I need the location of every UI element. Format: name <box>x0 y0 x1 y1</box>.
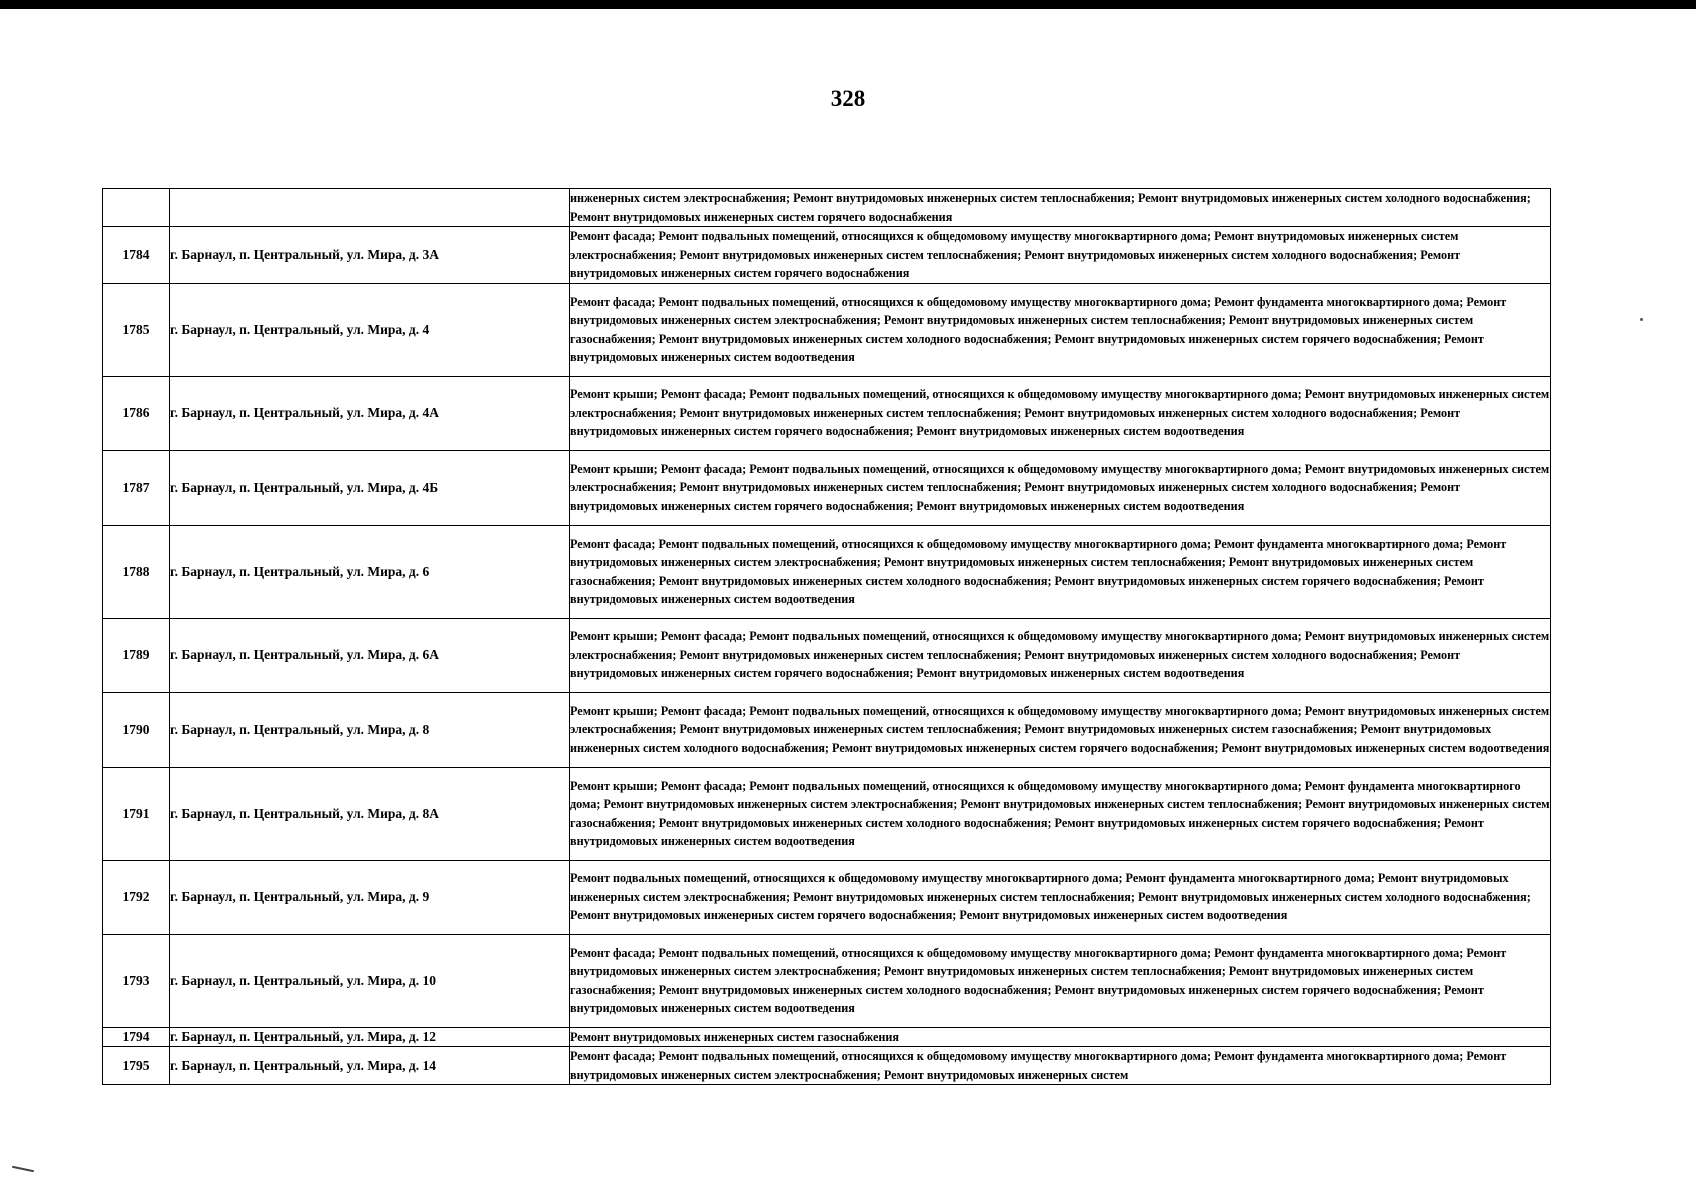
row-number: 1784 <box>103 227 170 284</box>
table-row <box>103 1047 1551 1085</box>
row-address: г. Барнаул, п. Центральный, ул. Мира, д. 6А <box>170 618 570 692</box>
row-address: г. Барнаул, п. Центральный, ул. Мира, д. 4Б <box>170 450 570 525</box>
table-row <box>103 189 1551 227</box>
row-address: г. Барнаул, п. Центральный, ул. Мира, д. 10 <box>170 934 570 1027</box>
row-address: г. Барнаул, п. Центральный, ул. Мира, д. 4 <box>170 283 570 376</box>
row-address: г. Барнаул, п. Центральный, ул. Мира, д. 14 <box>170 1047 570 1085</box>
row-number: 1788 <box>103 525 170 618</box>
row-works-cell <box>570 227 1551 284</box>
row-works-cell <box>570 450 1551 525</box>
row-number: 1792 <box>103 860 170 934</box>
repair-register-table <box>102 188 1551 1085</box>
row-number: 1785 <box>103 283 170 376</box>
table-row <box>103 376 1551 450</box>
row-address <box>170 189 570 227</box>
row-works: Ремонт подвальных помещений, относящихся к общедомовому имуществу многоквартирного дома; Ремонт фундамента многоквартирного дома; Ремонт внутридомовых инженерных систем электроснабжения; Ремонт внутридомовых инженерных систем теплоснабжения; Ремонт внутридомовых инженерных систем холодного водоснабжения; Ремонт внутридомовых инженерных систем горячего водоснабжения; Ремонт внутридомовых инженерных систем водоотведения <box>570 871 1531 923</box>
table-row <box>103 934 1551 1027</box>
row-works-cell <box>570 189 1551 227</box>
row-works: Ремонт крыши; Ремонт фасада; Ремонт подвальных помещений, относящихся к общедомовому имуществу многоквартирного дома; Ремонт внутридомовых инженерных систем электроснабжения; Ремонт внутридомовых инженерных систем теплоснабжения; Ремонт внутридомовых инженерных систем холодного водоснабжения; Ремонт внутридомовых инженерных систем горячего водоснабжения; Ремонт внутридомовых инженерных систем водоотведения <box>570 461 1550 513</box>
row-number: 1794 <box>103 1027 170 1047</box>
table-row <box>103 860 1551 934</box>
row-number: 1790 <box>103 692 170 767</box>
table-row <box>103 227 1551 284</box>
row-works-cell <box>570 525 1551 618</box>
row-number: 1786 <box>103 376 170 450</box>
row-address: г. Барнаул, п. Центральный, ул. Мира, д. 6 <box>170 525 570 618</box>
table-row <box>103 767 1551 860</box>
scan-margin-mark <box>12 1166 34 1173</box>
row-number: 1789 <box>103 618 170 692</box>
row-works: Ремонт крыши; Ремонт фасада; Ремонт подвальных помещений, относящихся к общедомовому имуществу многоквартирного дома; Ремонт внутридомовых инженерных систем электроснабжения; Ремонт внутридомовых инженерных систем теплоснабжения; Ремонт внутридомовых инженерных систем газоснабжения; Ремонт внутридомовых инженерных систем холодного водоснабжения; Ремонт внутридомовых инженерных систем горячего водоснабжения; Ремонт внутридомовых инженерных систем водоотведения <box>570 703 1550 755</box>
row-works: Ремонт внутридомовых инженерных систем газоснабжения <box>570 1029 900 1044</box>
page-number: 328 <box>830 86 866 111</box>
table-row <box>103 1027 1551 1047</box>
row-address: г. Барнаул, п. Центральный, ул. Мира, д. 3А <box>170 227 570 284</box>
row-number <box>103 189 170 227</box>
row-works-cell <box>570 376 1551 450</box>
table-row <box>103 692 1551 767</box>
row-number: 1793 <box>103 934 170 1027</box>
row-works: инженерных систем электроснабжения; Ремонт внутридомовых инженерных систем теплоснабжения; Ремонт внутридомовых инженерных систем холодного водоснабжения; Ремонт внутридомовых инженерных систем горячего водоснабжения <box>570 191 1531 224</box>
row-address: г. Барнаул, п. Центральный, ул. Мира, д. 12 <box>170 1027 570 1047</box>
row-works: Ремонт фасада; Ремонт подвальных помещений, относящихся к общедомовому имуществу многоквартирного дома; Ремонт фундамента многоквартирного дома; Ремонт внутридомовых инженерных систем электроснабжения; Ремонт внутридомовых инженерных систем теплоснабжения; Ремонт внутридомовых инженерных систем газоснабжения; Ремонт внутридомовых инженерных систем холодного водоснабжения; Ремонт внутридомовых инженерных систем горячего водоснабжения; Ремонт внутридомовых инженерных систем водоотведения <box>570 294 1507 364</box>
row-works: Ремонт фасада; Ремонт подвальных помещений, относящихся к общедомовому имуществу многоквартирного дома; Ремонт внутридомовых инженерных систем электроснабжения; Ремонт внутридомовых инженерных систем теплоснабжения; Ремонт внутридомовых инженерных систем холодного водоснабжения; Ремонт внутридомовых инженерных систем горячего водоснабжения <box>570 229 1461 280</box>
row-number: 1795 <box>103 1047 170 1085</box>
row-address: г. Барнаул, п. Центральный, ул. Мира, д. 8А <box>170 767 570 860</box>
row-works: Ремонт крыши; Ремонт фасада; Ремонт подвальных помещений, относящихся к общедомовому имуществу многоквартирного дома; Ремонт внутридомовых инженерных систем электроснабжения; Ремонт внутридомовых инженерных систем теплоснабжения; Ремонт внутридомовых инженерных систем холодного водоснабжения; Ремонт внутридомовых инженерных систем горячего водоснабжения; Ремонт внутридомовых инженерных систем водоотведения <box>570 629 1550 681</box>
row-works: Ремонт фасада; Ремонт подвальных помещений, относящихся к общедомовому имуществу многоквартирного дома; Ремонт фундамента многоквартирного дома; Ремонт внутридомовых инженерных систем электроснабжения; Ремонт внутридомовых инженерных систем теплоснабжения; Ремонт внутридомовых инженерных систем газоснабжения; Ремонт внутридомовых инженерных систем холодного водоснабжения; Ремонт внутридомовых инженерных систем горячего водоснабжения; Ремонт внутридомовых инженерных систем водоотведения <box>570 945 1507 1015</box>
table-row <box>103 525 1551 618</box>
table-row <box>103 283 1551 376</box>
row-works-cell <box>570 1027 1551 1047</box>
table-row <box>103 618 1551 692</box>
row-number: 1791 <box>103 767 170 860</box>
row-address: г. Барнаул, п. Центральный, ул. Мира, д. 8 <box>170 692 570 767</box>
row-works: Ремонт фасада; Ремонт подвальных помещений, относящихся к общедомовому имуществу многоквартирного дома; Ремонт фундамента многоквартирного дома; Ремонт внутридомовых инженерных систем электроснабжения; Ремонт внутридомовых инженерных систем <box>570 1049 1507 1082</box>
row-address: г. Барнаул, п. Центральный, ул. Мира, д. 9 <box>170 860 570 934</box>
scan-speck <box>1640 318 1643 321</box>
scan-top-border <box>0 0 1696 9</box>
row-works-cell <box>570 283 1551 376</box>
row-works: Ремонт крыши; Ремонт фасада; Ремонт подвальных помещений, относящихся к общедомовому имуществу многоквартирного дома; Ремонт внутридомовых инженерных систем электроснабжения; Ремонт внутридомовых инженерных систем теплоснабжения; Ремонт внутридомовых инженерных систем холодного водоснабжения; Ремонт внутридомовых инженерных систем горячего водоснабжения; Ремонт внутридомовых инженерных систем водоотведения <box>570 387 1550 439</box>
row-works-cell <box>570 860 1551 934</box>
row-works: Ремонт крыши; Ремонт фасада; Ремонт подвальных помещений, относящихся к общедомовому имуществу многоквартирного дома; Ремонт фундамента многоквартирного дома; Ремонт внутридомовых инженерных систем электроснабжения; Ремонт внутридомовых инженерных систем теплоснабжения; Ремонт внутридомовых инженерных систем газоснабжения; Ремонт внутридомовых инженерных систем холодного водоснабжения; Ремонт внутридомовых инженерных систем горячего водоснабжения; Ремонт внутридомовых инженерных систем водоотведения <box>570 778 1550 848</box>
row-address: г. Барнаул, п. Центральный, ул. Мира, д. 4А <box>170 376 570 450</box>
row-works: Ремонт фасада; Ремонт подвальных помещений, относящихся к общедомовому имуществу многоквартирного дома; Ремонт фундамента многоквартирного дома; Ремонт внутридомовых инженерных систем электроснабжения; Ремонт внутридомовых инженерных систем теплоснабжения; Ремонт внутридомовых инженерных систем газоснабжения; Ремонт внутридомовых инженерных систем холодного водоснабжения; Ремонт внутридомовых инженерных систем горячего водоснабжения; Ремонт внутридомовых инженерных систем водоотведения <box>570 536 1507 606</box>
table-row <box>103 450 1551 525</box>
row-works-cell <box>570 767 1551 860</box>
row-number: 1787 <box>103 450 170 525</box>
row-works-cell <box>570 692 1551 767</box>
row-works-cell <box>570 1047 1551 1085</box>
row-works-cell <box>570 934 1551 1027</box>
row-works-cell <box>570 618 1551 692</box>
